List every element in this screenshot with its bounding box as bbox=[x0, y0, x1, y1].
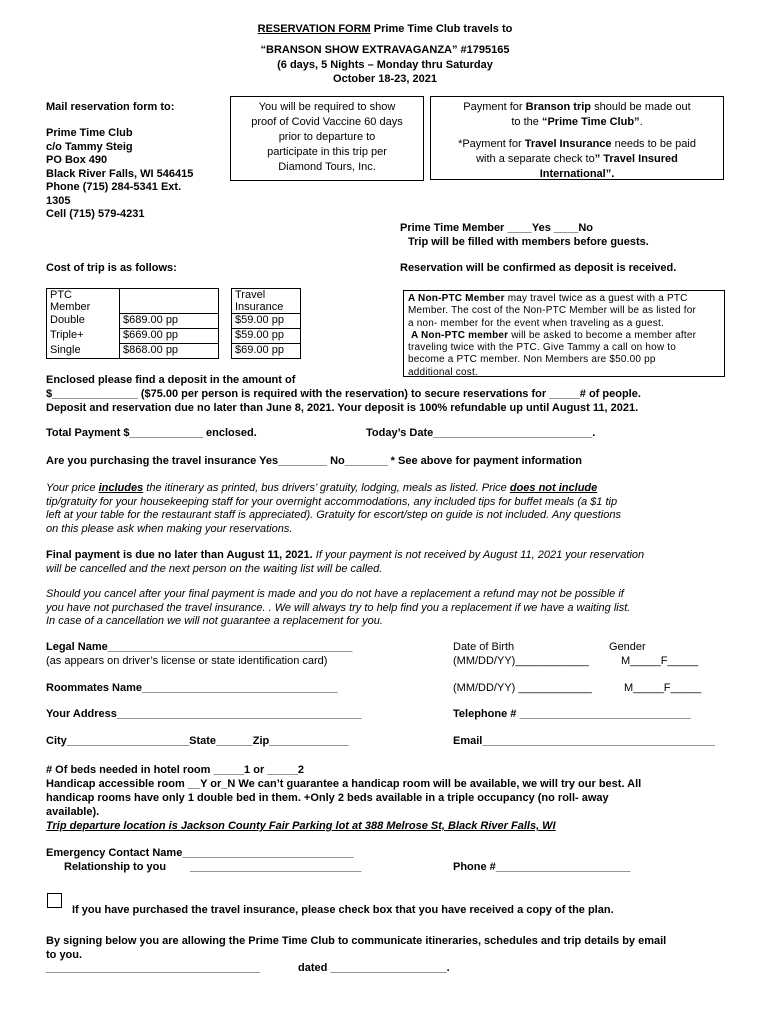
vaccine-line: You will be required to show bbox=[258, 101, 396, 113]
beds-needed-field[interactable]: # Of beds needed in hotel room _____1 or _____2 bbox=[46, 764, 304, 776]
beds-text: available). bbox=[46, 806, 100, 818]
room-price: $669.00 pp bbox=[120, 329, 219, 344]
col-header-price bbox=[120, 289, 219, 314]
pay-text: with a separate check to bbox=[476, 153, 595, 165]
col-header-insurance bbox=[232, 289, 301, 314]
relationship-field[interactable]: ____________________________ bbox=[190, 861, 362, 873]
signature-date-field[interactable]: dated ___________________. bbox=[298, 962, 450, 974]
mail-line: Cell (715) 579-4231 bbox=[46, 208, 145, 220]
gender-field[interactable]: M_____F_____ bbox=[621, 655, 699, 667]
emergency-contact-field[interactable]: Emergency Contact Name____________________________ bbox=[46, 847, 354, 859]
nonptc-text: may travel twice as a guest with a PTC bbox=[504, 293, 688, 304]
price-table bbox=[46, 288, 301, 359]
inc-text: on this please ask when making your reservations. bbox=[46, 522, 293, 535]
gap bbox=[219, 329, 232, 344]
room-type: Single bbox=[47, 344, 120, 359]
mail-line: Prime Time Club bbox=[46, 127, 133, 139]
pay-text: . bbox=[639, 116, 643, 128]
room-price: $689.00 pp bbox=[120, 314, 219, 329]
departure-location: Trip departure location is Jackson County Fair Parking lot at 388 Melrose St, Black River Falls, WI bbox=[46, 820, 556, 832]
pay-text: should be made out bbox=[591, 101, 691, 113]
insurance-price: $59.00 pp bbox=[232, 314, 301, 329]
deposit-line-1: Enclosed please find a deposit in the amount of bbox=[46, 374, 296, 386]
deposit-line-2[interactable]: $______________ ($75.00 per person is required with the reservation) to secure reservations for _____# of people. bbox=[46, 388, 641, 400]
nonptc-text: additional cost. bbox=[408, 366, 478, 377]
trip-duration: (6 days, 5 Nights – Monday thru Saturday bbox=[277, 59, 493, 71]
mail-heading: Mail reservation form to: bbox=[46, 101, 175, 113]
legal-name-field[interactable]: Legal Name________________________________________ bbox=[46, 641, 353, 653]
mail-line: Black River Falls, WI 546415 bbox=[46, 167, 194, 180]
cost-heading: Cost of trip is as follows: bbox=[46, 262, 177, 274]
form-label: RESERVATION FORM bbox=[257, 23, 371, 35]
vaccine-line: Diamond Tours, Inc. bbox=[278, 161, 376, 173]
dob-field[interactable]: (MM/DD/YY)____________ bbox=[453, 655, 589, 667]
header-text: PTC bbox=[50, 289, 72, 301]
nonptc-text: become a PTC member. Non Members are $50.00 pp bbox=[408, 354, 656, 366]
signing-text: By signing below you are allowing the Prime Time Club to communicate itineraries, schedules and trip details by email bbox=[46, 935, 667, 947]
form-title bbox=[0, 23, 770, 35]
legal-name-note: (as appears on driver’s license or state identification card) bbox=[46, 655, 328, 667]
pay-bold: Branson trip bbox=[525, 101, 592, 113]
signing-text: to you. bbox=[46, 949, 83, 961]
confirmation-note: Reservation will be confirmed as deposit is received. bbox=[400, 262, 677, 274]
beds-text: handicap rooms have only 1 double bed in them. +Only 2 beds available in a triple occupancy (no roll- away bbox=[46, 792, 609, 804]
header-text: Member bbox=[50, 301, 91, 313]
insurance-received-checkbox[interactable] bbox=[47, 893, 62, 908]
cancel-text: Should you cancel after your final payment is made and you do not have a replacement a refund may not be possible if bbox=[46, 588, 624, 600]
nonptc-bold: A Non-PTC member bbox=[410, 329, 509, 341]
inc-text: the itinerary as printed, bus drivers’ gratuity, lodging, meals as listed. Price bbox=[143, 482, 510, 494]
vaccine-notice-box bbox=[230, 96, 424, 181]
inc-text: Your price bbox=[46, 482, 99, 494]
dob-label: Date of Birth bbox=[453, 641, 515, 653]
mail-line: c/o Tammy Steig bbox=[46, 140, 133, 153]
pay-bold: Travel Insurance bbox=[524, 138, 612, 150]
address-field[interactable]: Your Address________________________________________ bbox=[46, 708, 362, 720]
table-row bbox=[47, 344, 301, 359]
inc-text: tip/gratuity for your housekeeping staff for your overnight accommodations, any included tips for buffet meals (a $1 tip bbox=[46, 495, 618, 508]
header-text: Travel bbox=[235, 289, 266, 301]
roommates-name-field[interactable]: Roommates Name________________________________ bbox=[46, 682, 338, 694]
room-type: Triple+ bbox=[47, 329, 120, 344]
header-text: Insurance bbox=[235, 301, 284, 313]
gap bbox=[219, 314, 232, 329]
telephone-field[interactable]: Telephone # ____________________________ bbox=[453, 708, 691, 720]
vaccine-line: proof of Covid Vaccine 60 days bbox=[251, 116, 403, 128]
email-field[interactable]: Email______________________________________ bbox=[453, 735, 715, 747]
vaccine-line: participate in this trip per bbox=[267, 146, 387, 158]
gap bbox=[219, 289, 232, 314]
table-row bbox=[47, 329, 301, 344]
inc-text: left at your table for the restaurant staff is appreciated). Gratuity for escort/step on guide is not included. Any questions bbox=[46, 509, 621, 521]
payment-notice-box bbox=[430, 96, 724, 180]
cancellation-paragraph bbox=[46, 588, 630, 629]
relationship-label: Relationship to you bbox=[64, 861, 167, 873]
mail-line: Phone (715) 284-5341 Ext. bbox=[46, 181, 182, 193]
emergency-phone-field[interactable]: Phone #______________________ bbox=[453, 861, 631, 873]
todays-date-field[interactable]: Today’s Date__________________________. bbox=[366, 427, 596, 439]
pay-bold: International”. bbox=[539, 168, 615, 180]
nonptc-text: will be asked to become a member after bbox=[508, 329, 697, 341]
room-price: $868.00 pp bbox=[120, 344, 219, 359]
inc-bold: does not include bbox=[509, 482, 598, 494]
inc-bold: includes bbox=[98, 482, 144, 494]
insurance-price: $59.00 pp bbox=[232, 329, 301, 344]
col-header-member bbox=[47, 289, 120, 314]
mail-line: PO Box 490 bbox=[46, 154, 108, 166]
mail-line: 1305 bbox=[46, 194, 71, 207]
member-note: Trip will be filled with members before guests. bbox=[408, 236, 649, 248]
final-text: If your payment is not received by August 11, 2021 your reservation bbox=[312, 549, 645, 561]
nonptc-text: a non- member for the event when traveling as a guest. bbox=[408, 317, 664, 329]
pay-text: *Payment for bbox=[458, 138, 525, 150]
member-question: Prime Time Member ____Yes ____No bbox=[400, 222, 594, 234]
insurance-price: $69.00 pp bbox=[232, 344, 301, 359]
beds-section bbox=[46, 763, 641, 833]
nonptc-bold: A Non-PTC Member bbox=[408, 293, 505, 304]
pay-text: Payment for bbox=[463, 101, 526, 113]
deposit-line-3: Deposit and reservation due no later than June 8, 2021. Your deposit is 100% refundable up until August 11, 2021. bbox=[46, 402, 639, 414]
nonptc-text: traveling twice with the PTC. Give Tammy a call on how to bbox=[408, 342, 676, 354]
signing-consent bbox=[46, 934, 666, 962]
trip-name: “BRANSON SHOW EXTRAVAGANZA” #1795165 bbox=[260, 44, 510, 56]
insurance-question[interactable]: Are you purchasing the travel insurance Yes________ No_______ * See above for payment information bbox=[46, 455, 582, 467]
title-rest: Prime Time Club travels to bbox=[370, 23, 513, 35]
pay-bold: “Prime Time Club” bbox=[541, 116, 640, 128]
total-payment-field[interactable]: Total Payment $____________ enclosed. bbox=[46, 427, 257, 439]
trip-dates: October 18-23, 2021 bbox=[333, 73, 437, 85]
handicap-room-field[interactable]: Handicap accessible room __Y or_N We can’t guarantee a handicap room will be available, we will try our best. All bbox=[46, 778, 642, 790]
cancel-text: you have not purchased the travel insurance. . We will always try to help find you a replacement if we have a waiting list. bbox=[46, 601, 631, 614]
non-ptc-box bbox=[403, 290, 725, 377]
mail-address bbox=[46, 127, 193, 222]
roommate-gender-field[interactable]: M_____F_____ bbox=[624, 682, 702, 694]
final-payment-paragraph bbox=[46, 549, 644, 576]
roommate-dob-field[interactable]: (MM/DD/YY) ____________ bbox=[453, 682, 592, 694]
gender-label: Gender bbox=[609, 641, 646, 653]
vaccine-line: prior to departure to bbox=[278, 131, 376, 143]
final-bold: Final payment is due no later than August 11, 2021. bbox=[46, 549, 313, 561]
pay-text: to the bbox=[511, 116, 542, 128]
signature-field[interactable]: ___________________________________ bbox=[46, 962, 261, 974]
price-includes-paragraph bbox=[46, 482, 621, 536]
gap bbox=[219, 344, 232, 359]
city-state-zip-field[interactable]: City____________________State______Zip_____________ bbox=[46, 735, 349, 747]
insurance-checkbox-label: If you have purchased the travel insurance, please check box that you have received a copy of the plan. bbox=[72, 904, 614, 916]
cancel-text: In case of a cancellation we will not guarantee a replacement for you. bbox=[46, 615, 383, 627]
table-row bbox=[47, 314, 301, 329]
room-type: Double bbox=[47, 314, 120, 329]
pay-bold: ” Travel Insured bbox=[594, 153, 678, 165]
nonptc-text: Member. The cost of the Non-PTC Member will be as listed for bbox=[408, 305, 697, 317]
final-text: will be cancelled and the next person on the waiting list will be called. bbox=[46, 562, 383, 575]
pay-text: needs to be paid bbox=[611, 138, 696, 150]
